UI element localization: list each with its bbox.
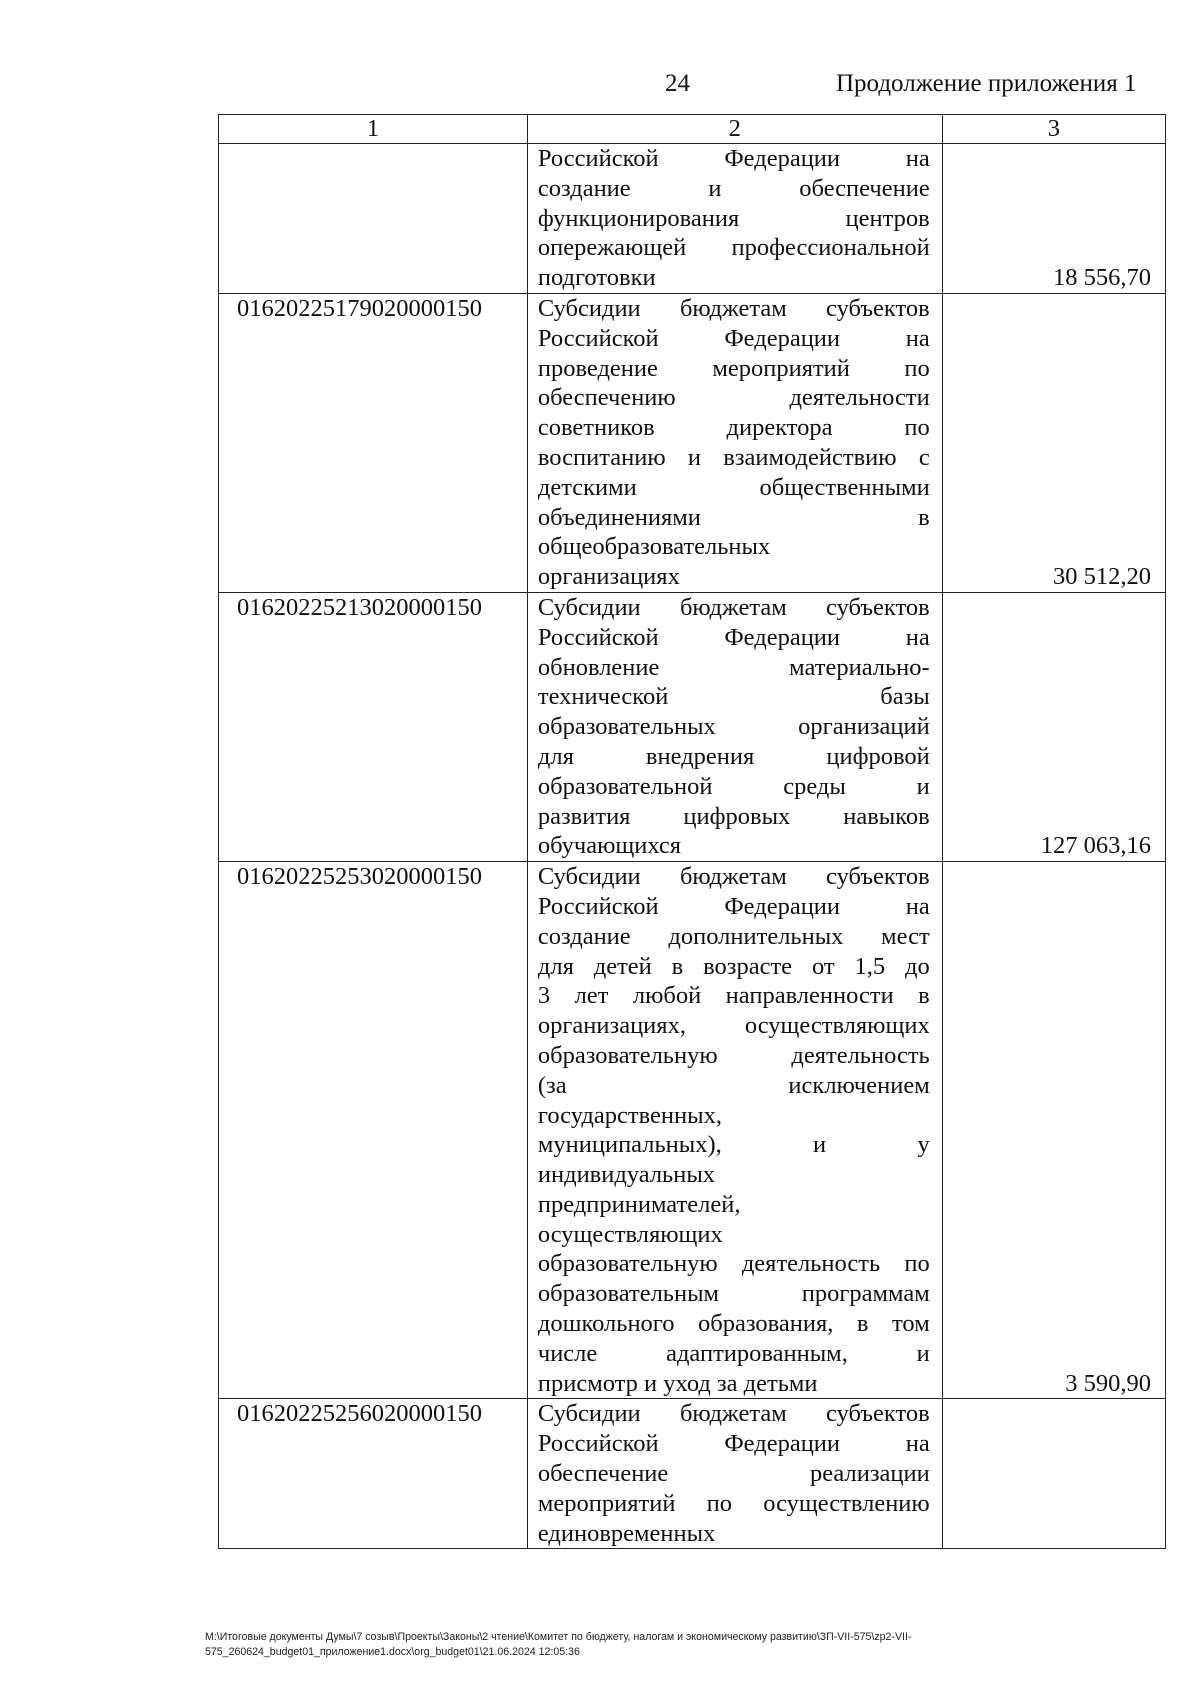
description-line: государственных, (537, 1101, 722, 1129)
description-line: 3 лет любой направленности в (537, 982, 930, 1010)
table-row (219, 293, 1166, 592)
description-line: муниципальных), и у (537, 1131, 930, 1159)
description-line: образовательной среды и (537, 772, 930, 800)
description-cell (527, 862, 942, 1399)
description-line: детскими общественными (537, 473, 930, 501)
description-line: воспитанию и взаимодействию с (537, 443, 930, 471)
description-line: Субсидии бюджетам субъектов (537, 1400, 930, 1428)
description-line: обеспечение реализации (537, 1460, 930, 1488)
description-line: для детей в возрасте от 1,5 до (537, 952, 930, 980)
description-line: подготовки (537, 264, 656, 292)
description-line: опережающей профессиональной (537, 234, 930, 262)
description-line: Субсидии бюджетам субъектов (537, 593, 930, 621)
description-line: предпринимателей, (537, 1190, 741, 1218)
continuation-label: Продолжение приложения 1 (836, 70, 1137, 97)
table-row (219, 862, 1166, 1399)
description-line: обеспечению деятельности (537, 384, 930, 412)
column-header-2: 2 (527, 115, 942, 144)
description-line: Субсидии бюджетам субъектов (537, 863, 930, 891)
description-line: мероприятий по осуществлению (537, 1489, 930, 1517)
description-line: Субсидии бюджетам субъектов (537, 294, 930, 322)
description-line: создание и обеспечение (537, 174, 930, 202)
description-line: Российской Федерации на (537, 145, 930, 172)
description-line: создание дополнительных мест (537, 922, 930, 950)
budget-code-cell: 01620225256020000150 (219, 1399, 528, 1549)
description-cell (527, 1399, 942, 1549)
description-line: Российской Федерации на (537, 1430, 930, 1458)
description-line: образовательным программам (537, 1280, 930, 1308)
description-line: развития цифровых навыков (537, 802, 930, 830)
table-header-row (219, 115, 1166, 144)
description-line: обновление материально- (537, 653, 930, 681)
amount-cell: 127 063,16 (942, 592, 1165, 861)
description-line: дошкольного образования, в том (537, 1310, 930, 1338)
table-row (219, 144, 1166, 294)
description-line: обучающихся (537, 832, 682, 860)
description-line: числе адаптированным, и (537, 1339, 930, 1367)
document-path-footer (205, 1630, 1167, 1660)
amount-cell: 18 556,70 (942, 144, 1165, 294)
amount-cell (942, 1399, 1165, 1549)
budget-table (218, 114, 1166, 1549)
column-header-3: 3 (942, 115, 1165, 144)
budget-code-cell: 01620225253020000150 (219, 862, 528, 1399)
description-line: присмотр и уход за детьми (537, 1369, 818, 1397)
description-line: технической базы (537, 683, 930, 711)
description-line: единовременных (537, 1519, 716, 1547)
description-cell (527, 144, 942, 294)
description-line: объединениями в (537, 503, 930, 531)
budget-code-cell (219, 144, 528, 294)
description-line: образовательных организаций (537, 713, 930, 741)
budget-code-cell: 01620225213020000150 (219, 592, 528, 861)
description-line: образовательную деятельность по (537, 1250, 930, 1278)
description-line: Российской Федерации на (537, 623, 930, 651)
description-line: общеобразовательных (537, 533, 771, 561)
description-line: организациях, осуществляющих (537, 1012, 930, 1040)
description-line: Российской Федерации на (537, 892, 930, 920)
footer-path-line-2: 575_260624_budget01_приложение1.docx\org_budget01\21.06.2024 12:05:36 (205, 1646, 580, 1658)
page-number: 24 (665, 70, 690, 97)
budget-code-cell: 01620225179020000150 (219, 293, 528, 592)
description-cell (527, 592, 942, 861)
description-line: организациях (537, 563, 680, 591)
footer-path-line-1: М:\Итоговые документы Думы\7 созыв\Проекты\Законы\2 чтение\Комитет по бюджету, налогам и экономическому развитию\ЗП-VII-575\zp2-VII- (205, 1631, 912, 1643)
table-row (219, 1399, 1166, 1549)
column-header-1: 1 (219, 115, 528, 144)
description-line: (за исключением (537, 1071, 930, 1099)
description-line: советников директора по (537, 414, 930, 442)
amount-cell: 30 512,20 (942, 293, 1165, 592)
amount-cell: 3 590,90 (942, 862, 1165, 1399)
description-line: функционирования центров (537, 204, 930, 232)
description-line: индивидуальных (537, 1161, 716, 1189)
description-line: для внедрения цифровой (537, 742, 930, 770)
description-line: Российской Федерации на (537, 324, 930, 352)
description-line: проведение мероприятий по (537, 354, 930, 382)
table-row (219, 592, 1166, 861)
description-cell (527, 293, 942, 592)
description-line: осуществляющих (537, 1220, 723, 1248)
description-line: образовательную деятельность (537, 1041, 930, 1069)
